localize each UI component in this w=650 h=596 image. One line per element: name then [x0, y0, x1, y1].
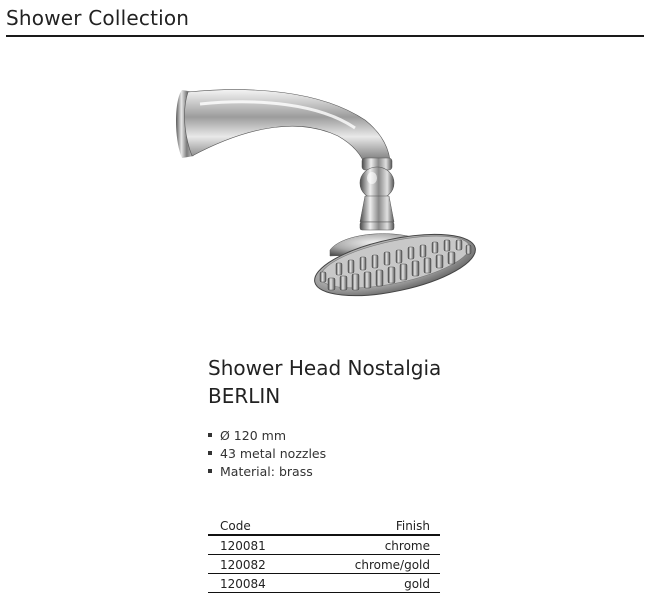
table-header-row	[208, 516, 440, 535]
bullet-icon	[208, 433, 212, 437]
table-row	[208, 555, 440, 574]
finish-cell: chrome/gold	[354, 557, 430, 572]
code-cell: 120084	[220, 576, 266, 591]
column-header-finish: Finish	[395, 518, 430, 533]
table-row	[208, 574, 440, 593]
shower-head-icon	[170, 80, 480, 315]
page-header	[6, 4, 644, 37]
finish-cell: gold	[404, 576, 430, 591]
product-name: Shower Head Nostalgia	[208, 356, 442, 380]
feature-item: 43 metal nozzles	[208, 445, 326, 463]
feature-item: Ø 120 mm	[208, 427, 326, 445]
finish-cell: chrome	[384, 538, 430, 553]
column-header-code: Code	[220, 518, 251, 533]
table-row	[208, 535, 440, 555]
code-cell: 120082	[220, 557, 266, 572]
code-cell: 120081	[220, 538, 266, 553]
product-model: BERLIN	[208, 384, 281, 408]
bullet-icon	[208, 469, 212, 473]
feature-item: Material: brass	[208, 463, 326, 481]
product-title	[208, 354, 441, 410]
page-title: Shower Collection	[6, 6, 190, 30]
product-code-table	[208, 516, 440, 593]
bullet-icon	[208, 451, 212, 455]
feature-list	[208, 427, 326, 481]
